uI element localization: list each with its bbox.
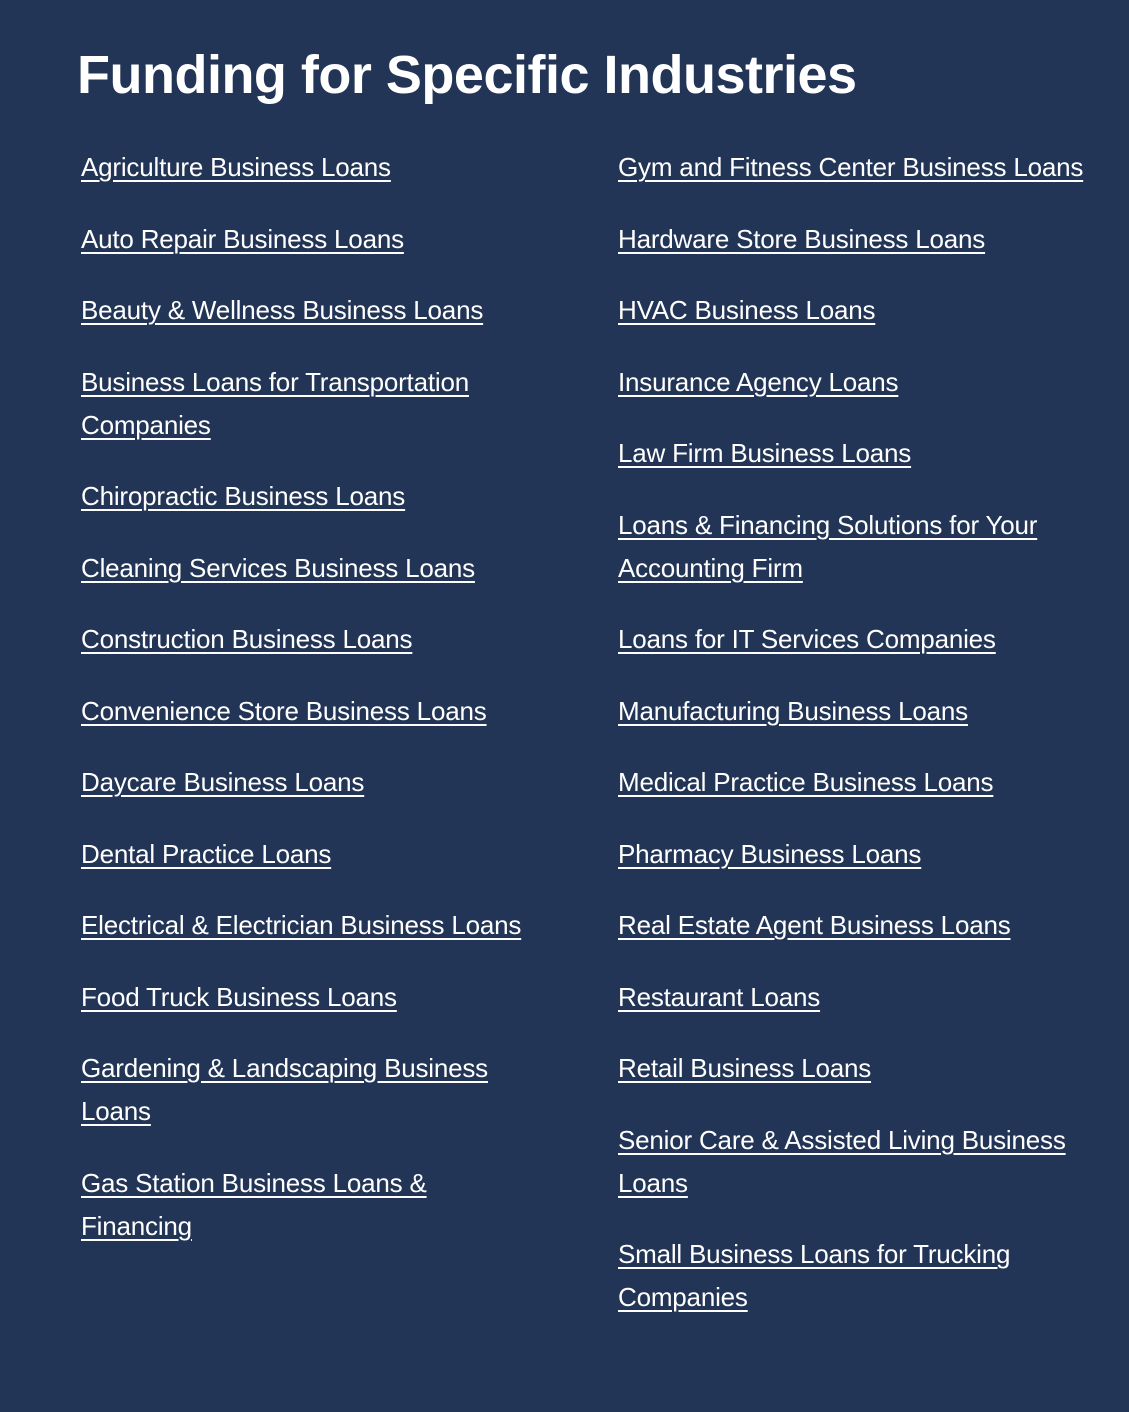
industry-link[interactable]: Auto Repair Business Loans [81, 223, 404, 254]
list-item [618, 690, 1088, 733]
list-item [81, 361, 531, 447]
list-item [618, 976, 1088, 1019]
industry-link[interactable]: Insurance Agency Loans [618, 366, 899, 397]
industry-link[interactable]: Dental Practice Loans [81, 838, 332, 869]
industry-link[interactable]: Loans for IT Services Companies [618, 624, 996, 654]
list-item [618, 218, 1088, 261]
list-item [81, 289, 531, 332]
industry-link[interactable]: Law Firm Business Loans [618, 438, 912, 468]
list-item [81, 904, 531, 947]
industry-link[interactable]: Business Loans for Transportation Companies [81, 366, 469, 440]
industry-links-right-column [618, 146, 1088, 1348]
list-item [81, 218, 531, 261]
industry-link[interactable]: Food Truck Business Loans [81, 981, 397, 1012]
industry-link[interactable]: Manufacturing Business Loans [618, 695, 968, 726]
industry-link[interactable]: Convenience Store Business Loans [81, 695, 487, 726]
industry-link[interactable]: Gas Station Business Loans & Financing [81, 1167, 427, 1241]
list-item [81, 833, 531, 876]
list-item [81, 547, 531, 590]
list-item [81, 976, 531, 1019]
industry-link[interactable]: Agriculture Business Loans [81, 152, 391, 182]
industry-link[interactable]: Construction Business Loans [81, 624, 413, 654]
industry-link[interactable]: Medical Practice Business Loans [618, 767, 994, 797]
industry-link[interactable]: Hardware Store Business Loans [618, 223, 986, 254]
list-item [618, 146, 1088, 189]
list-item [618, 1119, 1088, 1205]
industry-link[interactable]: Chiropractic Business Loans [81, 481, 406, 511]
list-item [81, 618, 531, 661]
industry-link[interactable]: Real Estate Agent Business Loans [618, 910, 1011, 940]
list-item [618, 833, 1088, 876]
industry-link[interactable]: Cleaning Services Business Loans [81, 552, 475, 583]
list-item [81, 1047, 531, 1133]
industry-link[interactable]: Restaurant Loans [618, 981, 821, 1012]
industry-link[interactable]: Daycare Business Loans [81, 767, 365, 797]
list-item [81, 146, 531, 189]
industry-link[interactable]: Retail Business Loans [618, 1053, 872, 1083]
industry-link[interactable]: Gardening & Landscaping Business Loans [81, 1053, 488, 1126]
industry-link[interactable]: Loans & Financing Solutions for Your Accounting Firm [618, 509, 1038, 583]
list-item [618, 618, 1088, 661]
list-item [618, 361, 1088, 404]
list-item [81, 761, 531, 804]
industry-link[interactable]: Small Business Loans for Trucking Companies [618, 1239, 1011, 1312]
page-title: Funding for Specific Industries [77, 45, 857, 105]
industry-link[interactable]: HVAC Business Loans [618, 295, 876, 325]
list-item [618, 432, 1088, 475]
list-item [618, 761, 1088, 804]
list-item [618, 504, 1088, 590]
list-item [81, 475, 531, 518]
list-item [81, 1162, 531, 1248]
list-item [618, 1233, 1088, 1319]
list-item [618, 1047, 1088, 1090]
list-item [618, 289, 1088, 332]
industry-link[interactable]: Gym and Fitness Center Business Loans [618, 152, 1084, 182]
list-item [618, 904, 1088, 947]
industry-link[interactable]: Pharmacy Business Loans [618, 838, 922, 869]
list-item [81, 690, 531, 733]
industry-link[interactable]: Electrical & Electrician Business Loans [81, 910, 522, 940]
industry-link[interactable]: Senior Care & Assisted Living Business Loans [618, 1124, 1066, 1198]
industry-links-left-column [81, 146, 531, 1276]
industry-link[interactable]: Beauty & Wellness Business Loans [81, 295, 484, 325]
